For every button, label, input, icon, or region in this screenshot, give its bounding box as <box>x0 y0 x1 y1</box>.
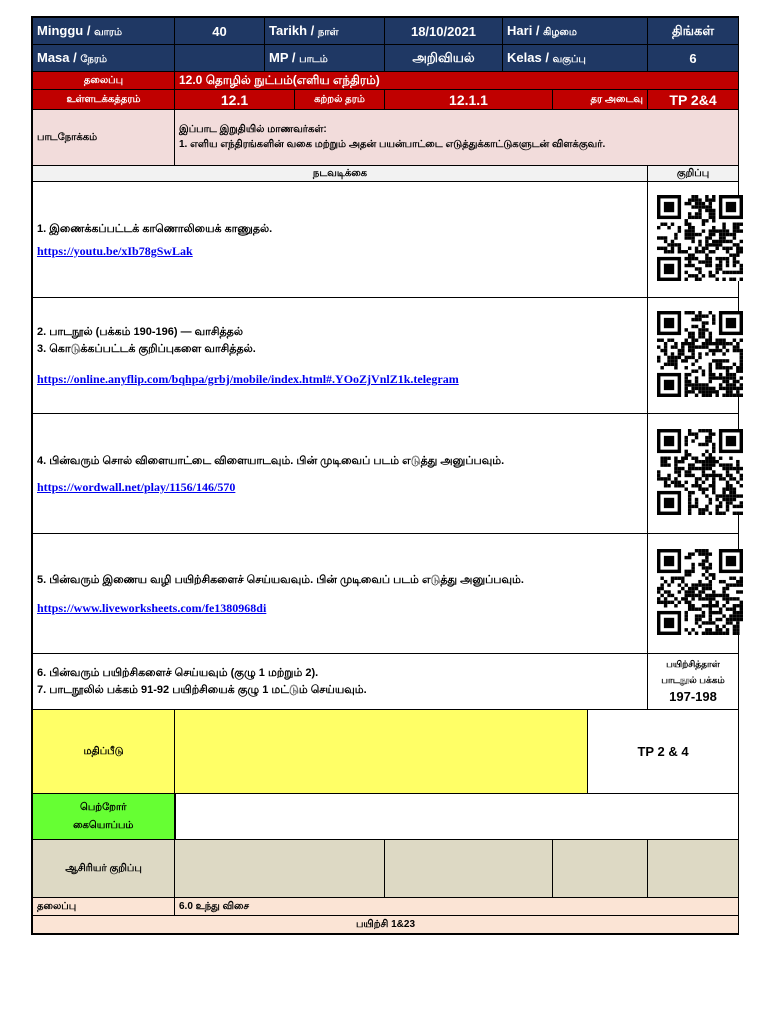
activity-cell <box>33 534 648 654</box>
qr-cell <box>648 534 739 654</box>
lesson-plan-table <box>32 17 739 934</box>
qr-cell <box>648 414 739 534</box>
qr-code-icon <box>652 429 748 515</box>
activity-row <box>33 298 739 414</box>
activity-link[interactable]: https://online.anyflip.com/bqhpa/grbj/mobile/index.html#.YOoZjVnlZ1k.telegram <box>37 372 459 386</box>
content-standard-value: 12.1 <box>175 90 295 110</box>
topic-value: 12.0 தொழில் நுட்பம்(எளிய எந்திரம்) <box>175 72 739 90</box>
subject-value: அறிவியல் <box>385 45 503 72</box>
objective-label: பாடநோக்கம் <box>33 110 175 166</box>
objective-intro: இப்பாட இறுதியில் மாணவர்கள்: <box>179 124 327 135</box>
exercise-line: 7. பாடநூலில் பக்கம் 91-92 பயிற்சியைக் குழு 1 மட்டும் செய்யவும். <box>37 683 367 696</box>
activity-cell <box>33 414 648 534</box>
assessment-label: மதிப்பீடு <box>33 710 175 794</box>
objective-content <box>175 110 739 166</box>
day-value: திங்கள் <box>648 18 739 45</box>
activity-line: 3. கொடுக்கப்பட்டக் குறிப்புகளை வாசித்தல். <box>37 343 256 355</box>
activity-line: 5. பின்வரும் இணைய வழி பயிற்சிகளைச் செய்யவவும். பின் முடிவைப் படம் எடுத்து அனுப்பவும். <box>37 573 524 586</box>
activity-column-header: நடவடிக்கை <box>33 166 648 182</box>
parent-signature-label: பெற்றோர் கையொப்பம் <box>33 794 175 840</box>
activity-line: 4. பின்வரும் சொல் விளையாட்டை விளையாடவும். பின் முடிவைப் படம் எடுத்து அனுப்பவும். <box>37 454 505 467</box>
learning-standard-value: 12.1.1 <box>385 90 553 110</box>
exercise-line: 6. பின்வரும் பயிற்சிகளைச் செய்யவும் (குழு 1 மற்றும் 2). <box>37 666 319 679</box>
objective-item: 1. எளிய எந்திரங்களின் வகை மற்றும் அதன் பயன்பாட்டை எடுத்துக்காட்டுகளுடன் விளக்குவர். <box>179 139 606 150</box>
masa-label-cell: Masa / நேரம் <box>33 45 175 72</box>
level-value: TP 2&4 <box>648 90 739 110</box>
qr-cell <box>648 182 739 298</box>
learning-standard-label: கற்றல் தரம் <box>295 90 385 110</box>
hari-label-cell: Hari / கிழமை <box>503 18 648 45</box>
exercise-row <box>33 654 739 710</box>
teacher-note-field-3 <box>553 840 648 898</box>
time-value <box>175 45 265 72</box>
activity-line: 2. பாடநூல் (பக்கம் 190-196) — வாசித்தல் <box>37 326 243 338</box>
kelas-label-cell: Kelas / வகுப்பு <box>503 45 648 72</box>
next-topic-value: 6.0 உந்து விசை <box>175 898 739 916</box>
header-row-2 <box>33 45 739 72</box>
activity-link[interactable]: https://wordwall.net/play/1156/146/570 <box>37 479 236 494</box>
minggu-label-cell: Minggu / வாரம் <box>33 18 175 45</box>
objective-row <box>33 110 739 166</box>
footer-text: பயிற்சி 1&23 <box>33 916 739 934</box>
assessment-level: TP 2 & 4 <box>588 710 739 794</box>
topic-label: தலைப்பு <box>33 72 175 90</box>
activity-row <box>33 534 739 654</box>
teacher-note-row <box>33 840 739 898</box>
activity-cell <box>33 182 648 298</box>
qr-cell <box>648 298 739 414</box>
qr-code-icon <box>652 549 748 635</box>
week-value: 40 <box>175 18 265 45</box>
assessment-value <box>175 710 588 794</box>
activity-link[interactable]: https://youtu.be/xIb78gSwLak <box>37 243 193 258</box>
activity-link[interactable]: https://www.liveworksheets.com/fe1380968di <box>37 600 267 615</box>
level-label: தர அடைவு <box>553 90 648 110</box>
exercise-note: பயிற்சித்தாள் பாடநூல் பக்கம் 197-198 <box>648 654 739 710</box>
teacher-note-field-2 <box>385 840 553 898</box>
topic-row <box>33 72 739 90</box>
teacher-note-label: ஆசிரியர் குறிப்பு <box>33 840 175 898</box>
qr-code-icon <box>652 195 748 281</box>
header-row-1 <box>33 18 739 45</box>
activity-row <box>33 182 739 298</box>
teacher-note-field-1 <box>175 840 385 898</box>
activity-row <box>33 414 739 534</box>
mp-label-cell: MP / பாடம் <box>265 45 385 72</box>
class-value: 6 <box>648 45 739 72</box>
exercise-cell <box>33 654 648 710</box>
parent-signature-field <box>175 794 739 840</box>
next-topic-row <box>33 898 739 916</box>
teacher-note-field-4 <box>648 840 739 898</box>
next-topic-label: தலைப்பு <box>33 898 175 916</box>
parent-signature-row <box>33 794 739 840</box>
qr-code-icon <box>652 311 748 397</box>
column-header-row <box>33 166 739 182</box>
activity-line: 1. இணைக்கப்பட்டக் காணொலியைக் காணுதல். <box>37 222 273 235</box>
date-value: 18/10/2021 <box>385 18 503 45</box>
note-column-header: குறிப்பு <box>648 166 739 182</box>
lesson-plan-sheet <box>31 16 739 935</box>
footer-row <box>33 916 739 934</box>
standard-row <box>33 90 739 110</box>
tarikh-label-cell: Tarikh / நாள் <box>265 18 385 45</box>
activity-cell <box>33 298 648 414</box>
content-standard-label: உள்ளடக்கத்தரம் <box>33 90 175 110</box>
assessment-row <box>33 710 739 794</box>
